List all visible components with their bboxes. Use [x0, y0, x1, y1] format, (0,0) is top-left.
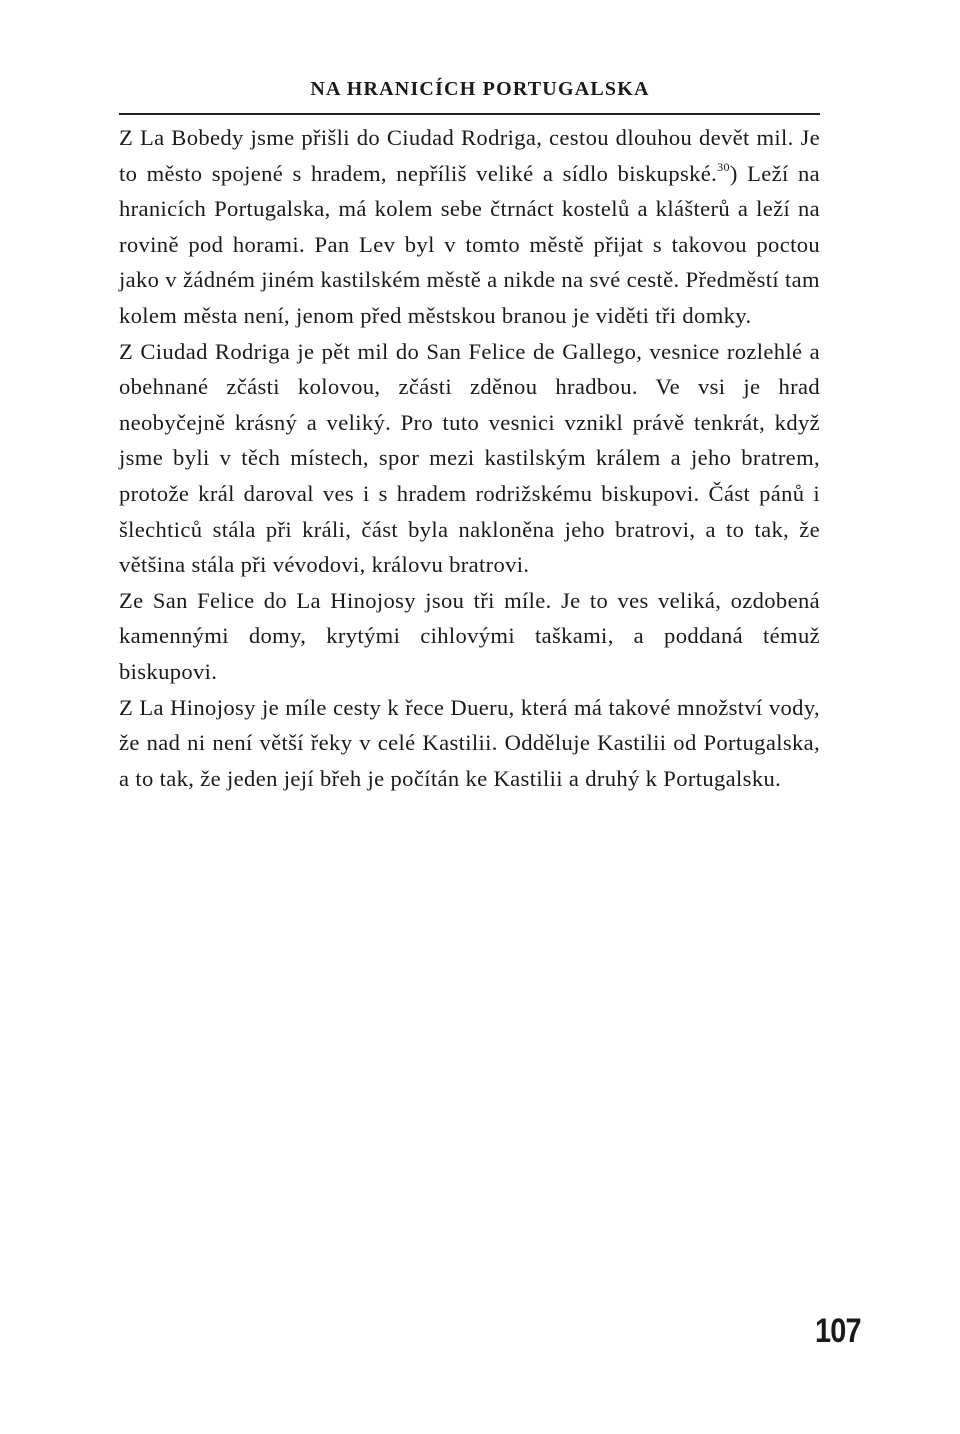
running-head: NA HRANICÍCH PORTUGALSKA	[310, 78, 650, 100]
paragraph-text: Z La Bobedy jsme přišli do Ciudad Rodriga, cestou dlouhou devět mil. Je to město spojené s hradem, nepříliš veliké a sídlo biskupské.	[119, 125, 820, 186]
header-rule	[119, 113, 820, 115]
paragraph-ciudad-rodrigo	[119, 120, 820, 334]
body-text	[119, 120, 820, 796]
paragraph-la-hinojosa: Ze San Felice do La Hinojosy jsou tři míle. Je to ves veliká, ozdobená kamennými domy, krytými cihlovými taškami, a poddaná témuž biskupovi.	[119, 587, 820, 684]
footnote-reference: 30	[717, 159, 730, 174]
paragraph-text: ) Leží na hranicích Portugalska, má kolem sebe čtrnáct kostelů a klášterů a leží na rovině pod horami. Pan Lev byl v tomto městě přijat s takovou poctou jako v žádném jiném kastilském městě a nikde na své cestě. Předměstí tam kolem města není, jenom před městskou branou je viděti tři domky.	[119, 160, 820, 328]
paragraph-duero: Z La Hinojosy je míle cesty k řece Dueru, která má takové množství vody, že nad ni není větší řeky v celé Kastilii. Odděluje Kastilii od Portugalska, a to tak, že jeden její břeh je počítán ke Kastilii a druhý k Portugalsku.	[119, 694, 820, 791]
page-number: 107	[815, 1312, 861, 1350]
paragraph-san-felice: Z Ciudad Rodriga je pět mil do San Felice de Gallego, vesnice rozlehlé a obehnané zčásti kolovou, zčásti zděnou hradbou. Ve vsi je hrad neobyčejně krásný a veliký. Pro tuto vesnici vznikl právě tenkrát, když jsme byli v těch místech, spor mezi kastilským králem a jeho bratrem, protože král daroval ves i s hradem rodrižskému biskupovi. Část pánů i šlechticů stála při králi, část byla nakloněna jeho bratrovi, a to tak, že většina stála při vévodovi, královu bratrovi.	[119, 338, 820, 578]
